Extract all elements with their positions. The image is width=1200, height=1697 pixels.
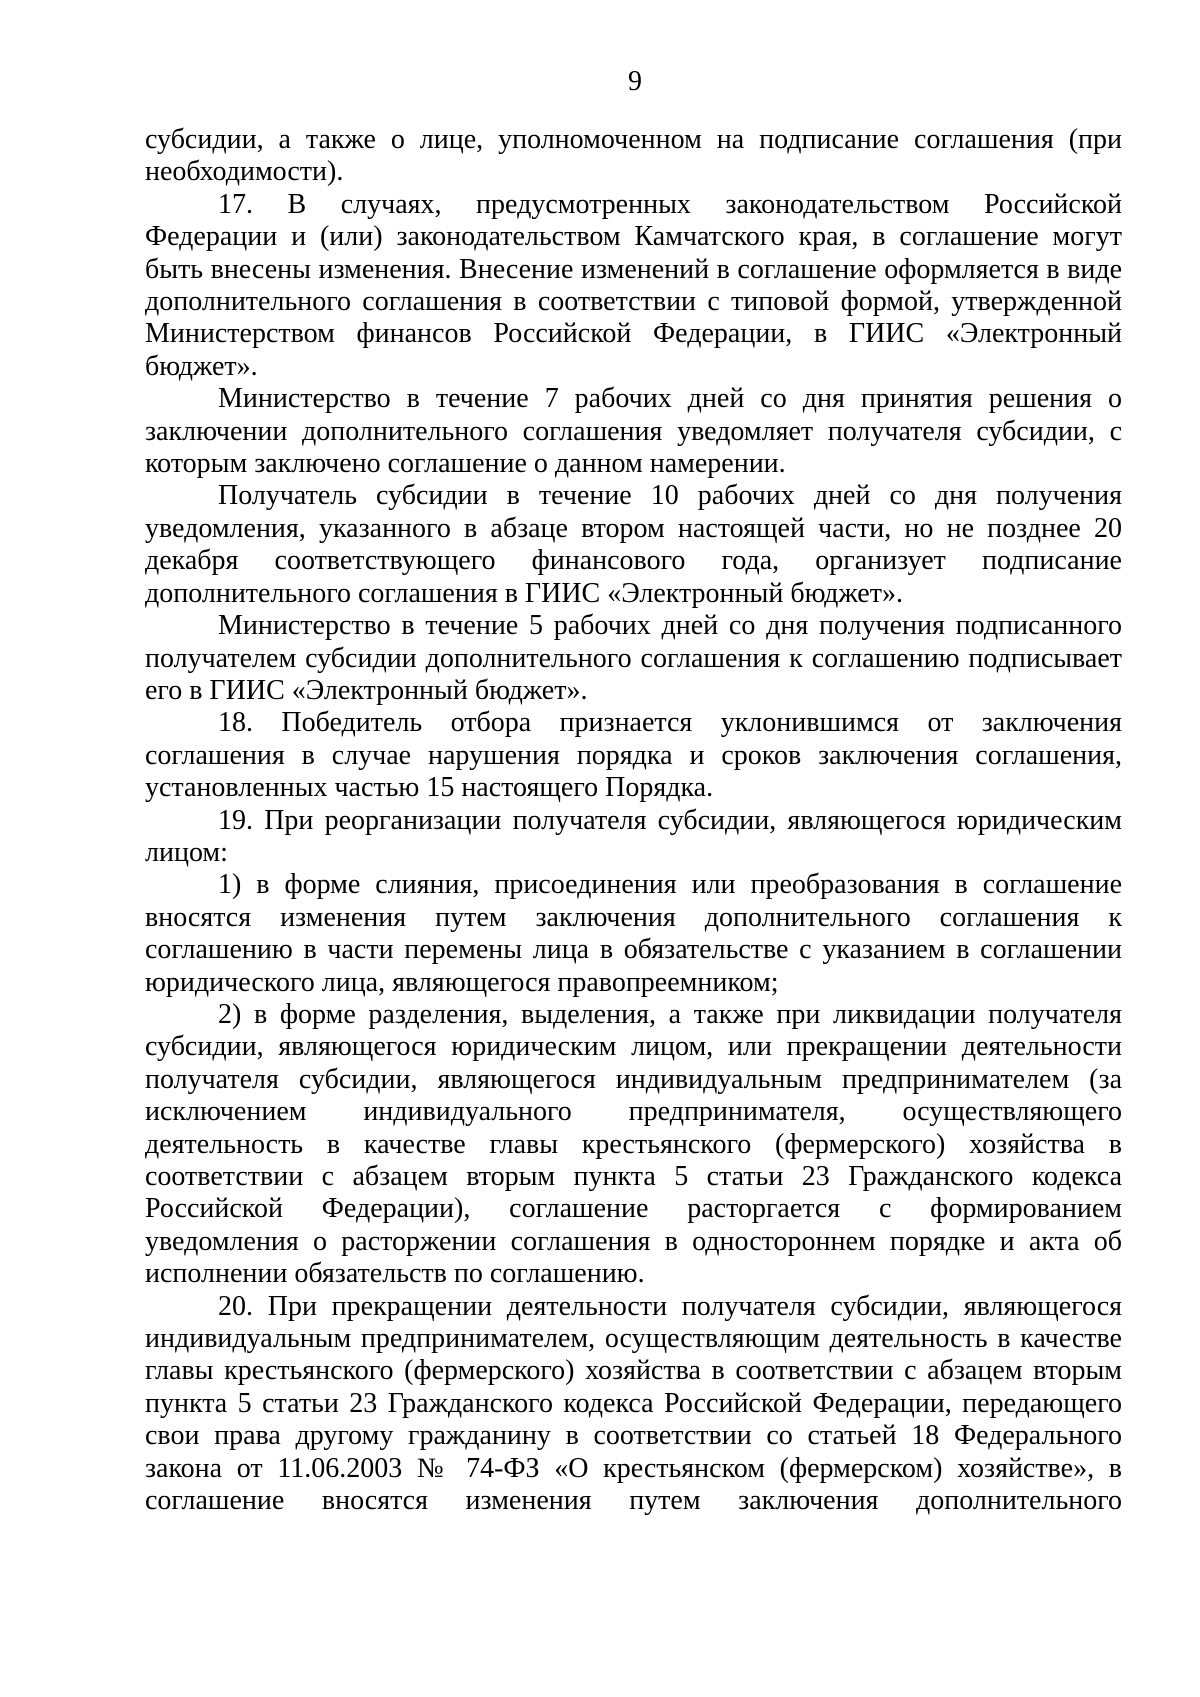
- document-body: [145, 124, 1122, 1517]
- paragraph-17-ministry-signing: Министерство в течение 5 рабочих дней со дня получения подписанного получателем субсидии дополнительного соглашения к соглашению подписывает его в ГИИС «Электронный бюджет».: [145, 610, 1122, 706]
- paragraph-19-item-2: 2) в форме разделения, выделения, а также при ликвидации получателя субсидии, являющегося юридическим лицом, или прекращении деятельности получателя субсидии, являющегося индивидуальным предпринимателем (за исключением индивидуального предпринимателя, осуществляющего деятельность в качестве главы крестьянского (фермерского) хозяйства в соответствии с абзацем вторым пункта 5 статьи 23 Гражданского кодекса Российской Федерации), соглашение расторгается с формированием уведомления о расторжении соглашения в одностороннем порядке и акта об исполнении обязательств по соглашению.: [145, 998, 1122, 1290]
- paragraph-17-recipient-signing: Получатель субсидии в течение 10 рабочих дней со дня получения уведомления, указанного в абзаце втором настоящей части, но не позднее 20 декабря соответствующего финансового года, организует подписание дополнительного соглашения в ГИИС «Электронный бюджет».: [145, 480, 1122, 609]
- page-number: 9: [628, 66, 642, 97]
- paragraph-20: 20. При прекращении деятельности получателя субсидии, являющегося индивидуальным предпринимателем, осуществляющим деятельность в качестве главы крестьянского (фермерского) хозяйства в соответствии с абзацем вторым пункта 5 статьи 23 Гражданского кодекса Российской Федерации, передающего свои права другому гражданину в соответствии со статьей 18 Федерального закона от 11.06.2003 № 74-ФЗ «О крестьянском (фермерском) хозяйстве», в соглашение вносятся изменения путем заключения дополнительного: [145, 1290, 1122, 1517]
- paragraph-19: 19. При реорганизации получателя субсидии, являющегося юридическим лицом:: [145, 804, 1122, 868]
- paragraph-continuation: субсидии, а также о лице, уполномоченном на подписание соглашения (при необходимости).: [145, 124, 1122, 188]
- paragraph-18: 18. Победитель отбора признается уклонившимся от заключения соглашения в случае нарушения порядка и сроков заключения соглашения, установленных частью 15 настоящего Порядка.: [145, 707, 1122, 804]
- paragraph-17-notice: Министерство в течение 7 рабочих дней со дня принятия решения о заключении дополнительного соглашения уведомляет получателя субсидии, с которым заключено соглашение о данном намерении.: [145, 383, 1122, 480]
- paragraph-17: 17. В случаях, предусмотренных законодательством Российской Федерации и (или) законодательством Камчатского края, в соглашение могут быть внесены изменения. Внесение изменений в соглашение оформляется в виде дополнительного соглашения в соответствии с типовой формой, утвержденной Министерством финансов Российской Федерации, в ГИИС «Электронный бюджет».: [145, 188, 1122, 382]
- paragraph-19-item-1: 1) в форме слияния, присоединения или преобразования в соглашение вносятся изменения путем заключения дополнительного соглашения к соглашению в части перемены лица в обязательстве с указанием в соглашении юридического лица, являющегося правопреемником;: [145, 869, 1122, 998]
